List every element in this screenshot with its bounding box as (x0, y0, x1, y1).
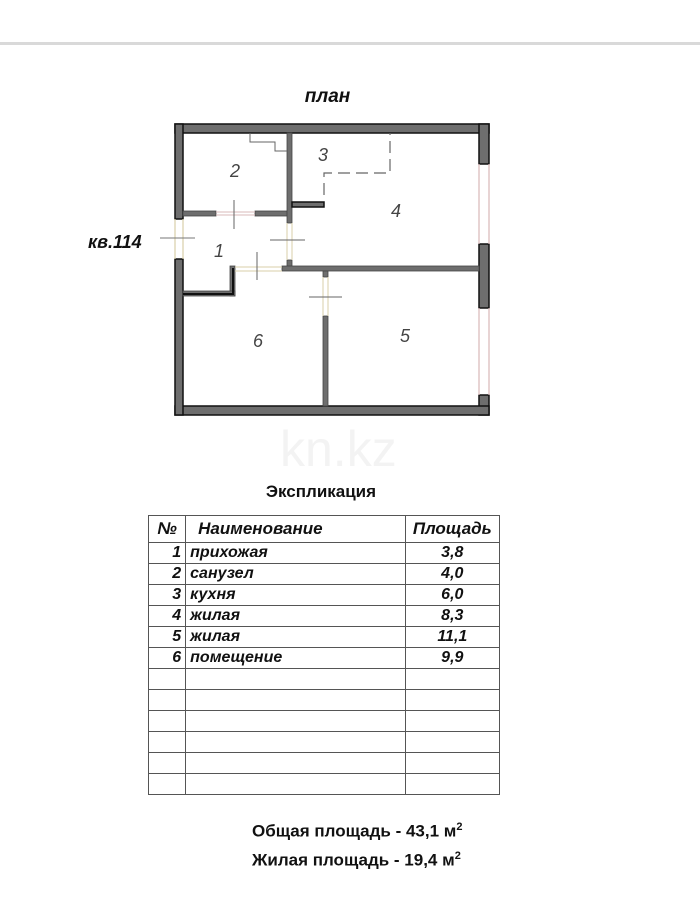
row-area (405, 753, 499, 774)
row-name (186, 732, 405, 753)
watermark: kn.kz (280, 421, 397, 477)
table-row-empty (149, 732, 500, 753)
table-row (149, 543, 500, 564)
living-area (252, 844, 462, 873)
room-number-5: 5 (400, 326, 411, 346)
row-area (405, 732, 499, 753)
living-area-text: Жилая площадь - 19,4 м (252, 850, 455, 870)
header-area: Площадь (405, 516, 499, 543)
row-no: 2 (149, 564, 186, 585)
row-no: 3 (149, 585, 186, 606)
table-row-empty (149, 669, 500, 690)
row-name (186, 774, 405, 795)
row-name: жилая (186, 627, 405, 648)
room-number-3: 3 (318, 145, 329, 165)
table-row (149, 585, 500, 606)
row-area (405, 774, 499, 795)
table-row (149, 606, 500, 627)
room-number-1: 1 (214, 241, 225, 261)
row-area: 4,0 (405, 564, 499, 585)
room-number-6: 6 (253, 331, 264, 351)
row-area (405, 690, 499, 711)
table-row (149, 627, 500, 648)
explication-table (148, 515, 500, 795)
row-name (186, 669, 405, 690)
table-row-empty (149, 711, 500, 732)
row-no (149, 711, 186, 732)
row-no (149, 669, 186, 690)
row-no (149, 753, 186, 774)
total-area-text: Общая площадь - 43,1 м (252, 821, 457, 841)
row-name (186, 753, 405, 774)
header-name: Наименование (186, 516, 405, 543)
row-name: кухня (186, 585, 405, 606)
row-no (149, 732, 186, 753)
row-name: санузел (186, 564, 405, 585)
row-no (149, 690, 186, 711)
row-name (186, 690, 405, 711)
table-row-empty (149, 774, 500, 795)
flat-number-label: кв.114 (88, 232, 142, 252)
row-name: жилая (186, 606, 405, 627)
row-area (405, 669, 499, 690)
row-name: прихожая (186, 543, 405, 564)
explication-title: Экспликация (265, 482, 377, 501)
row-name: помещение (186, 648, 405, 669)
table-row-empty (149, 690, 500, 711)
table-header-row (149, 516, 500, 543)
row-no: 5 (149, 627, 186, 648)
row-name (186, 711, 405, 732)
room-number-2: 2 (230, 161, 241, 181)
table-row (149, 648, 500, 669)
plan-title: план (304, 86, 351, 107)
row-area: 11,1 (405, 627, 499, 648)
area-totals (252, 815, 462, 872)
row-area: 8,3 (405, 606, 499, 627)
row-area (405, 711, 499, 732)
row-area: 3,8 (405, 543, 499, 564)
row-area: 9,9 (405, 648, 499, 669)
row-no: 1 (149, 543, 186, 564)
row-no (149, 774, 186, 795)
header-no: № (149, 516, 186, 543)
table-row (149, 564, 500, 585)
row-no: 6 (149, 648, 186, 669)
row-no: 4 (149, 606, 186, 627)
table-row-empty (149, 753, 500, 774)
room-number-4: 4 (391, 201, 402, 221)
total-area (252, 815, 462, 844)
row-area: 6,0 (405, 585, 499, 606)
unit-superscript: 2 (454, 849, 461, 862)
unit-superscript: 2 (456, 821, 463, 833)
